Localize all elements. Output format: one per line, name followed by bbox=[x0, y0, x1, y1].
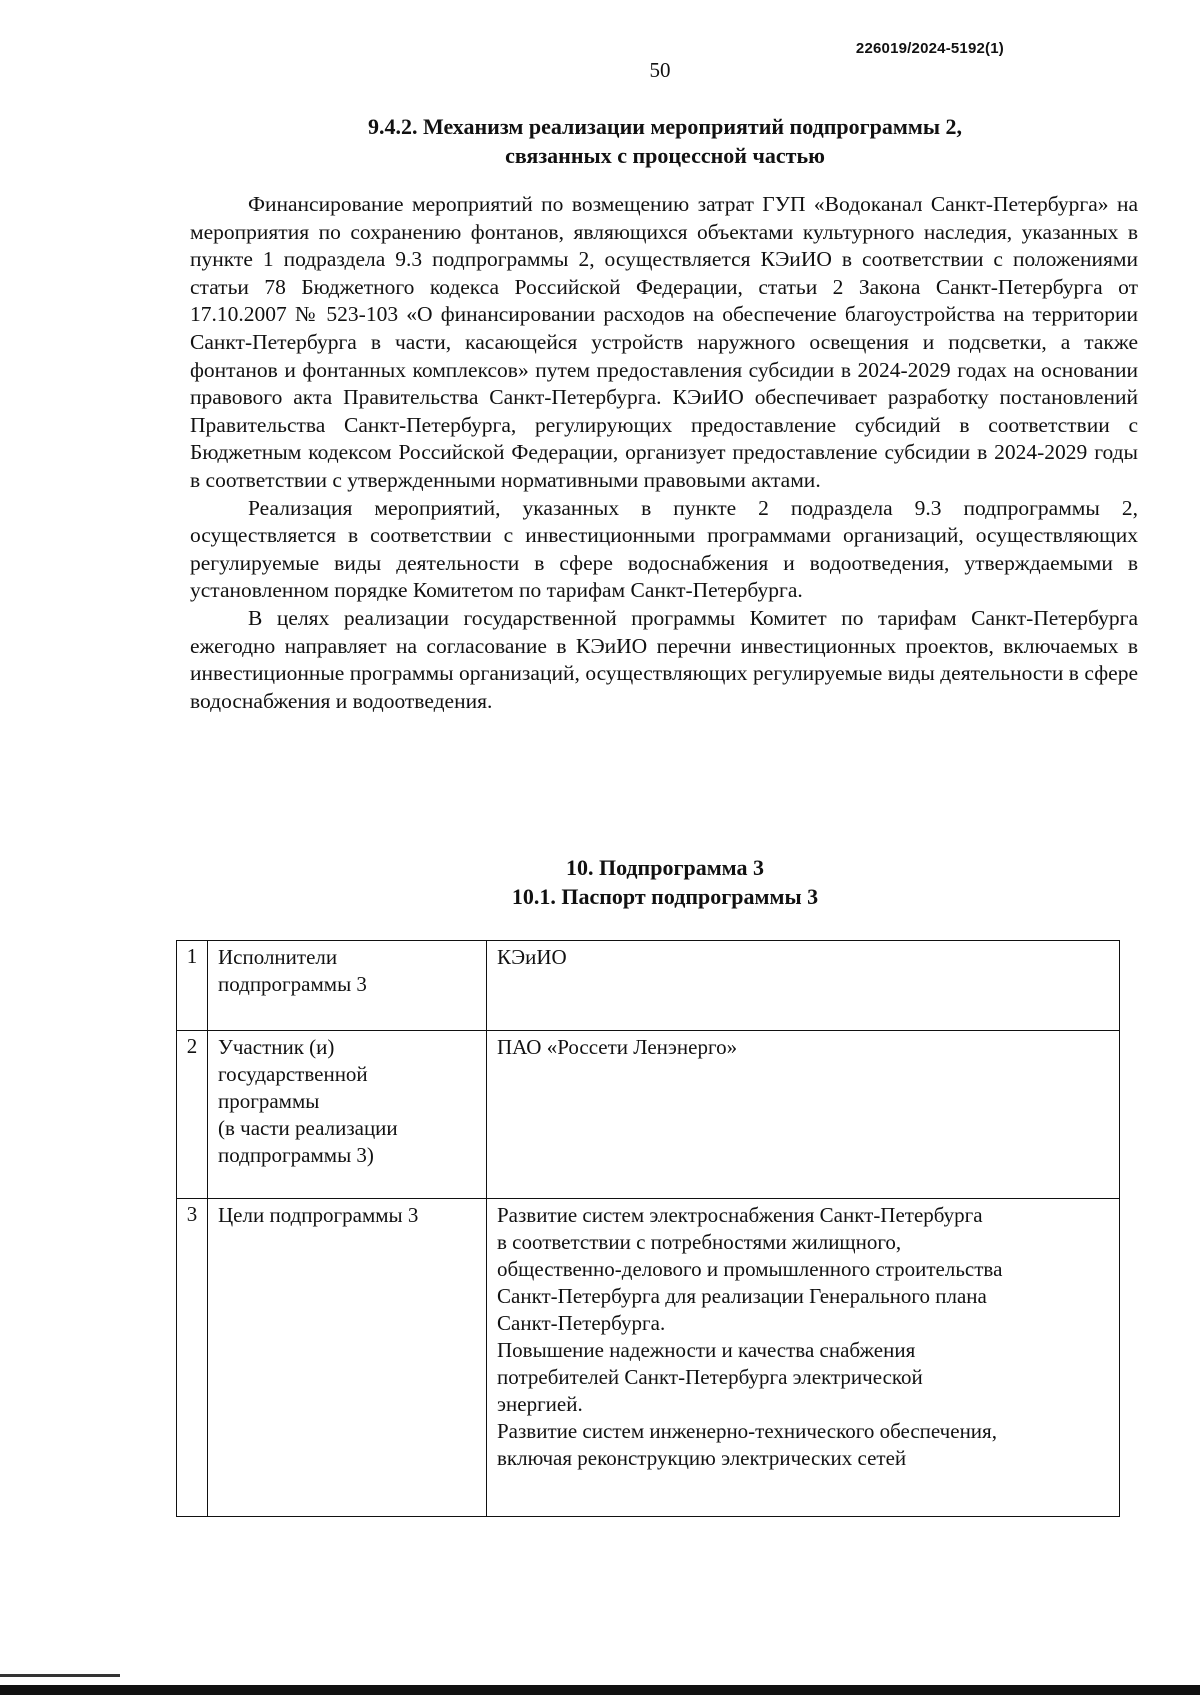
row-number: 2 bbox=[177, 1031, 208, 1199]
scan-bottom-border bbox=[0, 1685, 1200, 1695]
passport-title: 10.1. Паспорт подпрограммы 3 bbox=[511, 884, 819, 909]
label-line: Цели подпрограммы 3 bbox=[218, 1203, 419, 1227]
paragraph: Реализация мероприятий, указанных в пункте 2 подраздела 9.3 подпрограммы 2, осуществляется в соответствии с инвестиционными программами организаций, осуществляющих регулируемые виды деятельности в сфере водоснабжения и водоотведения, утверждаемыми в установленном порядке Комитетом по тарифам Санкт-Петербурга. bbox=[190, 495, 1138, 603]
row-value bbox=[487, 1031, 1120, 1199]
label-line: программы bbox=[218, 1089, 320, 1113]
table-row bbox=[177, 941, 1120, 1031]
value-line: потребителей Санкт-Петербурга электрической bbox=[497, 1365, 923, 1389]
value-line: КЭиИО bbox=[497, 945, 567, 969]
value-line: энергией. bbox=[497, 1392, 583, 1416]
label-line: подпрограммы 3 bbox=[218, 972, 367, 996]
value-line: Санкт-Петербурга для реализации Генерального плана bbox=[497, 1284, 987, 1308]
row-label bbox=[208, 1031, 487, 1199]
value-line: Развитие систем электроснабжения Санкт-Петербурга bbox=[497, 1203, 983, 1227]
document-number: 226019/2024-5192(1) bbox=[855, 40, 1004, 57]
subprogram-title: 10. Подпрограмма 3 bbox=[565, 855, 765, 880]
paragraph: В целях реализации государственной программы Комитет по тарифам Санкт-Петербурга ежегодно направляет на согласование в КЭиИО перечни инвестиционных проектов, включаемых в инвестиционные программы организаций, осуществляющих регулируемые виды деятельности в сфере водоснабжения и водоотведения. bbox=[190, 605, 1138, 713]
value-line: Повышение надежности и качества снабжения bbox=[497, 1338, 916, 1362]
table-row bbox=[177, 1199, 1120, 1517]
value-line: включая реконструкцию электрических сетей bbox=[497, 1446, 907, 1470]
row-number: 3 bbox=[177, 1199, 208, 1517]
page-number: 50 bbox=[649, 58, 671, 82]
value-line: Развитие систем инженерно-технического обеспечения, bbox=[497, 1419, 997, 1443]
label-line: государственной bbox=[218, 1062, 368, 1086]
label-line: (в части реализации bbox=[218, 1116, 398, 1140]
row-number: 1 bbox=[177, 941, 208, 1031]
scan-edge-mark bbox=[0, 1674, 120, 1677]
section-heading-9-4-2 bbox=[190, 112, 1140, 170]
table-row bbox=[177, 1031, 1120, 1199]
row-label bbox=[208, 941, 487, 1031]
section-heading-line-2: связанных с процессной частью bbox=[505, 143, 825, 168]
row-value bbox=[487, 1199, 1120, 1517]
section-heading-10 bbox=[190, 853, 1140, 911]
paragraph: Финансирование мероприятий по возмещению затрат ГУП «Водоканал Санкт-Петербурга» на мероприятия по сохранению фонтанов, являющихся объектами культурного наследия, указанных в пункте 1 подраздела 9.3 подпрограммы 2, осуществляется КЭиИО в соответствии с положениями статьи 78 Бюджетного кодекса Российской Федерации, статьи 2 Закона Санкт-Петербурга от 17.10.2007 № 523-103 «О финансировании расходов на обеспечение благоустройства на территории Санкт-Петербурга в части, касающейся устройств наружного освещения и подсветки, а также фонтанов и фонтанных комплексов» путем предоставления субсидии в 2024-2029 годах на основании правового акта Правительства Санкт-Петербурга. КЭиИО обеспечивает разработку постановлений Правительства Санкт-Петербурга, регулирующих предоставление субсидий в соответствии с Бюджетным кодексом Российской Федерации, организует предоставление субсидии в 2024-2029 годы в соответствии с утвержденными нормативными правовыми актами. bbox=[190, 192, 1138, 492]
row-label bbox=[208, 1199, 487, 1517]
value-line: ПАО «Россети Ленэнерго» bbox=[497, 1035, 738, 1059]
label-line: подпрограммы 3) bbox=[218, 1143, 374, 1167]
value-line: в соответствии с потребностями жилищного, bbox=[497, 1230, 902, 1254]
value-line: Санкт-Петербурга. bbox=[497, 1311, 666, 1335]
section-body-text bbox=[190, 191, 1138, 715]
label-line: Участник (и) bbox=[218, 1035, 335, 1059]
passport-table bbox=[176, 940, 1120, 1517]
label-line: Исполнители bbox=[218, 945, 338, 969]
row-value bbox=[487, 941, 1120, 1031]
value-line: общественно-делового и промышленного строительства bbox=[497, 1257, 1003, 1281]
section-heading-line-1: 9.4.2. Механизм реализации мероприятий подпрограммы 2, bbox=[367, 114, 963, 139]
